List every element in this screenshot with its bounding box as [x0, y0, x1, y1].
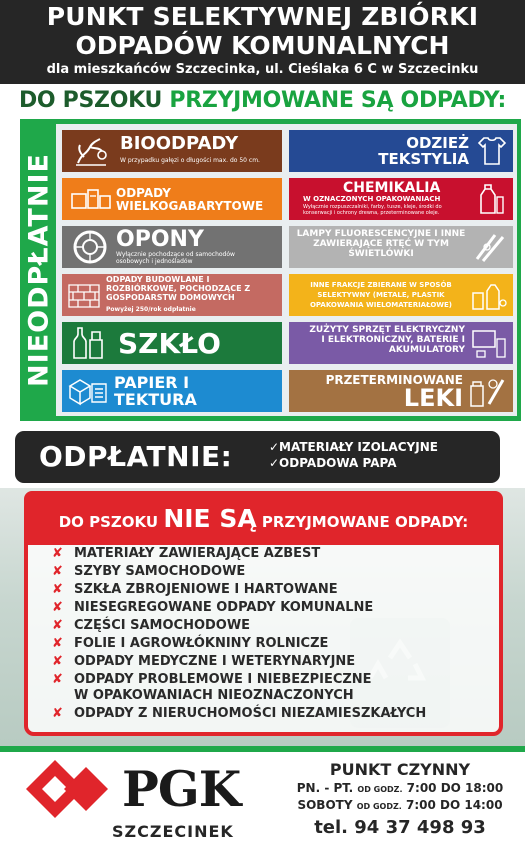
list-item-continuation: [74, 688, 354, 703]
tile-leki: [289, 370, 513, 412]
tile-elektro: [289, 322, 513, 364]
tile-szklo-title: SZKŁO: [118, 327, 221, 360]
tile-chemikalia-note: Wyłącznie rozpuszczalniki, farby, tusze, kleje, środki do konserwacji i ochrony drewna, przeterminowane oleje.: [303, 204, 442, 216]
tile-papier-title: PAPIER I TEKTURA: [114, 373, 197, 409]
tile-budowlane: [62, 274, 282, 316]
tile-wielkogabarytowe: [62, 178, 282, 220]
bio-waste-icon: [72, 135, 112, 167]
pgk-logo-text: PGK: [122, 760, 241, 818]
tile-bioodpady-note: W przypadku gałęzi o długości max. do 50 cm.: [120, 157, 260, 164]
paid-label: ODPŁATNIE:: [39, 440, 233, 473]
tile-budowlane-note: Powyżej 250/rok odpłatnie: [106, 306, 196, 313]
list-item-text: NIESEGREGOWANE ODPADY KOMUNALNE: [74, 600, 374, 615]
pgk-logo-icon: [24, 758, 120, 820]
cross-icon: ✘: [52, 636, 63, 651]
hours-title: PUNKT CZYNNY: [329, 760, 471, 779]
paper-box-icon: [68, 376, 108, 406]
glass-bottles-icon: [70, 326, 108, 360]
bulky-waste-icon: [70, 186, 112, 214]
list-item: [52, 618, 250, 633]
tile-opony: [62, 226, 282, 268]
cross-icon: ✘: [52, 672, 63, 687]
cross-icon: ✘: [52, 564, 63, 579]
brick-wall-icon: [68, 284, 100, 308]
tile-bioodpady-title: BIOODPADY: [120, 133, 239, 154]
weekday-mid: OD GODZ.: [357, 785, 403, 794]
tile-odziez-title: ODZIEŻ TEKSTYLIA: [378, 134, 469, 168]
list-item-text: ODPADY MEDYCZNE I WETERYNARYJNE: [74, 654, 356, 669]
tile-opony-title: OPONY: [116, 227, 204, 252]
list-item-text: W OPAKOWANIACH NIEOZNACZONYCH: [74, 688, 354, 703]
paid-item: ✓ODPADOWA PAPA: [269, 456, 397, 470]
tile-inne-frakcje-title: INNE FRAKCJE ZBIERANE W SPOSÓB SELEKTYWNY (METALE, PLASTIK OPAKOWANIA WIELOMATERIAŁOWE): [309, 281, 453, 309]
header-title-line2: ODPADÓW KOMUNALNYCH: [75, 31, 450, 60]
cross-icon: ✘: [52, 600, 63, 615]
paid-item: ✓MATERIAŁY IZOLACYJNE: [269, 440, 438, 454]
list-item: [52, 546, 320, 561]
tile-opony-note: Wyłącznie pochodzące od samochodów osobowych i jednośladów: [116, 251, 235, 265]
free-vertical-label: NIEODPŁATNIE: [23, 153, 55, 387]
medicines-icon: [469, 374, 507, 408]
free-label-container: [24, 124, 54, 416]
tile-odziez: [289, 130, 513, 172]
cross-icon: ✘: [52, 706, 63, 721]
accepted-title-part1: DO PSZOKU: [18, 88, 163, 113]
saturday-days: SOBOTY: [297, 798, 353, 812]
accepted-title: [0, 88, 525, 113]
tile-lampy-title: LAMPY FLUORESCENCYJNE I INNE ZAWIERAJĄCE RTĘĆ W TYM ŚWIETLÓWKI: [296, 229, 466, 259]
list-item: [52, 600, 373, 615]
phone-number: tel. 94 37 498 93: [314, 817, 486, 838]
tile-chemikalia-subtitle: W OZNACZONYCH OPAKOWANIACH: [303, 195, 441, 203]
tile-leki-title: PRZETERMINOWANE: [325, 373, 463, 387]
weekday-days: PN. - PT.: [296, 781, 354, 795]
header-subtitle: dla mieszkańców Szczecinka, ul. Cieślaka 6 C w Szczecinku: [46, 62, 479, 77]
pgk-logo-subtitle: SZCZECINEK: [112, 822, 234, 841]
not-accepted-title-part3: PRZYJMOWANE ODPADY:: [261, 513, 469, 531]
not-accepted-header: [24, 491, 503, 545]
weekday-hours: 7:00 DO 18:00: [406, 781, 504, 795]
list-item-text: ODPADY PROBLEMOWE I NIEBEZPIECZNE: [74, 672, 372, 687]
tile-chemikalia-title: CHEMIKALIA: [343, 180, 441, 196]
cross-icon: ✘: [52, 618, 63, 633]
tile-leki-title2: LEKI: [403, 384, 463, 412]
not-accepted-title: [24, 504, 503, 533]
list-item: [52, 654, 355, 669]
not-accepted-title-part1: DO PSZOKU: [58, 513, 159, 531]
not-accepted-title-part2: NIE SĄ: [163, 504, 257, 533]
list-item-text: CZĘŚCI SAMOCHODOWE: [74, 618, 251, 633]
list-item: [52, 582, 338, 597]
cross-icon: ✘: [52, 582, 63, 597]
cross-icon: ✘: [52, 546, 63, 561]
header-banner: [0, 0, 525, 84]
list-item: [52, 636, 328, 651]
tile-szklo: [62, 322, 282, 364]
tile-elektro-title: ZUŻYTY SPRZĘT ELEKTRYCZNY I ELEKTRONICZNY, BATERIE I AKUMULATORY: [309, 325, 465, 355]
mixed-packaging-icon: [471, 279, 507, 311]
tile-budowlane-title: ODPADY BUDOWLANE I ROZBIÓRKOWE, POCHODZĄCE Z GOSPODARSTW DOMOWYCH: [106, 275, 251, 302]
list-item: [52, 672, 372, 687]
electronics-icon: [471, 327, 507, 359]
header-title-line1: PUNKT SELEKTYWNEJ ZBIÓRKI: [46, 2, 479, 31]
paid-banner: [15, 431, 500, 483]
list-item-text: SZYBY SAMOCHODOWE: [74, 564, 246, 579]
tire-icon: [72, 229, 108, 265]
tile-chemikalia: [289, 178, 513, 220]
chemicals-icon: [475, 183, 505, 215]
fluorescent-lamp-icon: [473, 231, 507, 263]
list-item-text: FOLIE I AGROWŁÓKNINY ROLNICZE: [74, 636, 329, 651]
tile-lampy: [289, 226, 513, 268]
tile-inne-frakcje: [289, 274, 513, 316]
list-item-text: MATERIAŁY ZAWIERAJĄCE AZBEST: [74, 546, 321, 561]
tile-papier: [62, 370, 282, 412]
tile-wielkogabarytowe-title: ODPADY WIELKOGABARYTOWE: [116, 186, 264, 214]
tile-bioodpady: [62, 130, 282, 172]
saturday-hours: 7:00 DO 14:00: [405, 798, 503, 812]
list-item-text: ODPADY Z NIERUCHOMOŚCI NIEZAMIESZKAŁYCH: [74, 706, 427, 721]
paid-items: [269, 439, 438, 471]
hours-weekdays: [294, 781, 506, 795]
accepted-title-part2: PRZYJMOWANE SĄ ODPADY:: [169, 88, 507, 113]
hours-saturday: [294, 798, 506, 812]
list-item-text: SZKŁA ZBROJENIOWE I HARTOWANE: [74, 582, 338, 597]
list-item: [52, 706, 426, 721]
cross-icon: ✘: [52, 654, 63, 669]
saturday-mid: OD GODZ.: [356, 802, 402, 811]
list-item: [52, 564, 245, 579]
clothes-icon: [475, 134, 509, 168]
